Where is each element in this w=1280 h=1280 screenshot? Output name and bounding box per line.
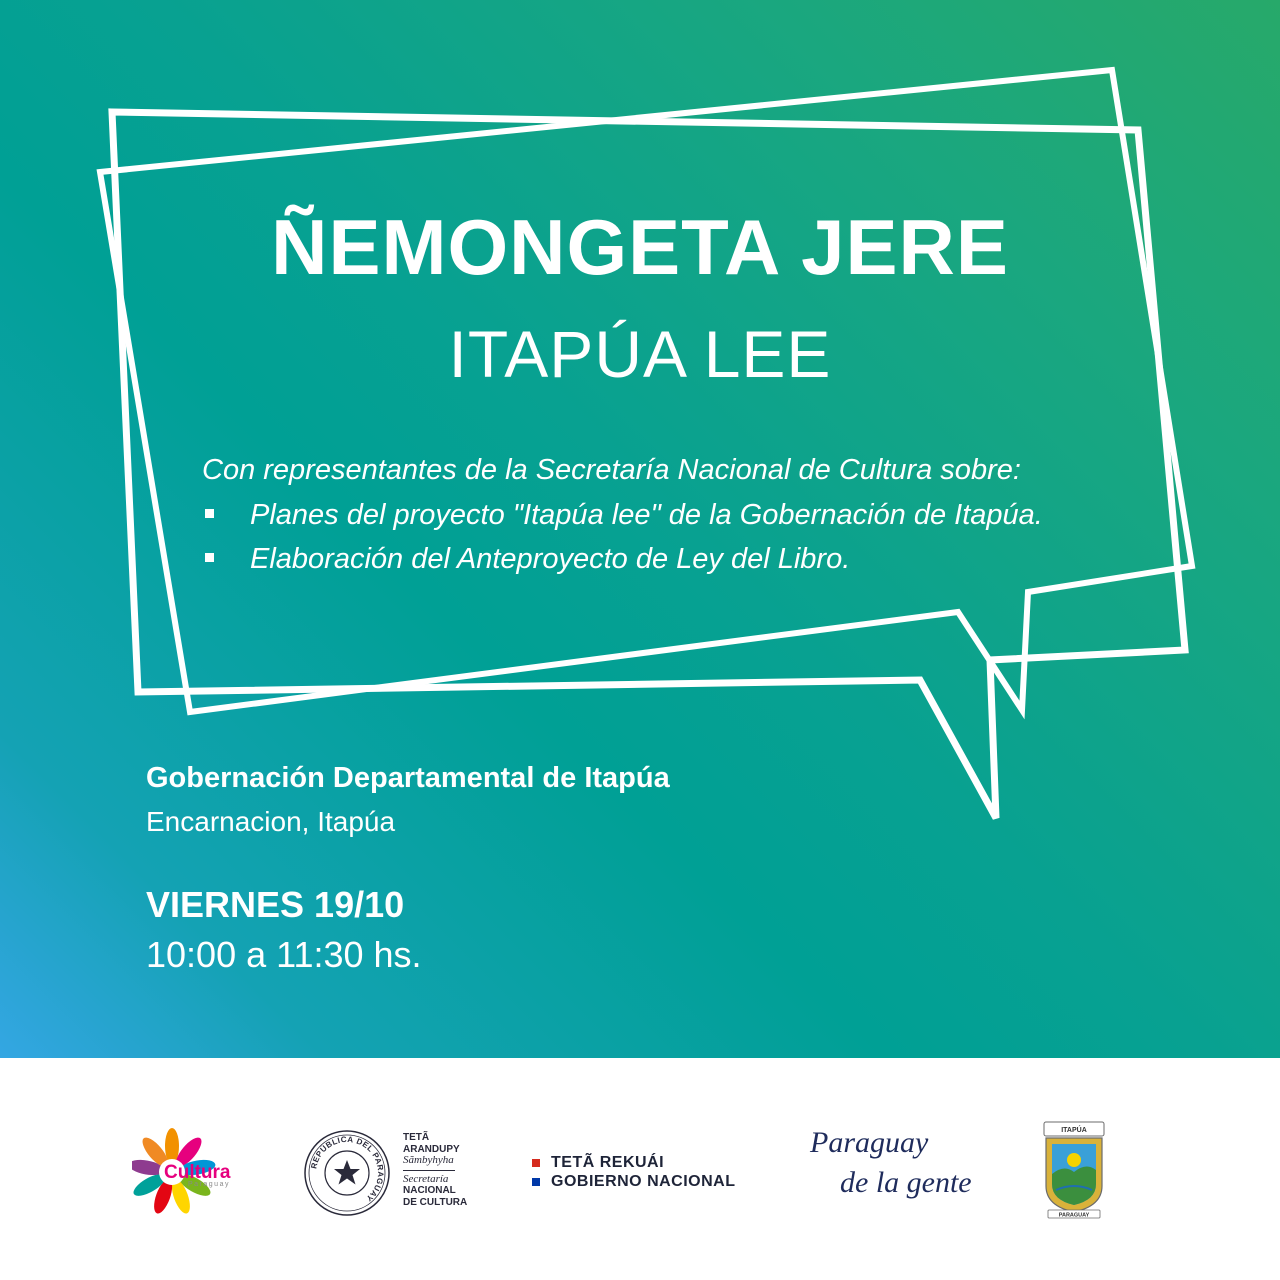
snc-line-6: DE CULTURA [403, 1196, 468, 1208]
star-icon [334, 1160, 360, 1185]
topic-text: Elaboración del Anteproyecto de Ley del Libro. [250, 543, 851, 575]
marca-pais-line-2: de la gente [840, 1166, 972, 1199]
venue-name: Gobernación Departamental de Itapúa [146, 762, 670, 794]
snc-line-3: Sãmbyhyha [403, 1154, 454, 1166]
topic-list [202, 496, 1043, 578]
topic-item [202, 496, 1043, 534]
event-description [202, 452, 1043, 584]
shield-bottom-label: PARAGUAY [1058, 1212, 1090, 1219]
snc-divider [403, 1170, 455, 1171]
event-hours: 10:00 a 11:30 hs. [146, 934, 422, 975]
square-bullet-icon [205, 509, 214, 518]
event-day: VIERNES 19/10 [146, 884, 405, 925]
national-seal-logo [302, 1128, 392, 1218]
square-bullet-icon [205, 553, 214, 562]
snc-line-2: ARANDUPY [403, 1143, 460, 1155]
cultura-tagline: Paraguay [188, 1181, 230, 1188]
itapua-shield-logo [1034, 1120, 1114, 1220]
snc-line-1: TETÃ [403, 1132, 430, 1143]
snc-wordmark [403, 1132, 467, 1208]
event-title: ÑEMONGETA JERE [271, 203, 1009, 291]
gov-row-1 [532, 1153, 736, 1172]
gobierno-nacional-logo [532, 1153, 736, 1191]
gov-line-2: GOBIERNO NACIONAL [551, 1173, 736, 1190]
marca-pais-line-1: Paraguay [810, 1126, 929, 1159]
cultura-wordmark: Cultura [164, 1162, 231, 1183]
red-square-icon [532, 1159, 540, 1167]
snc-line-5: NACIONAL [403, 1185, 456, 1196]
event-subtitle: ITAPÚA LEE [448, 317, 832, 391]
gov-line-1: TETÃ REKUÁI [551, 1154, 665, 1171]
shield-top-label: ITAPÚA [1061, 1127, 1087, 1134]
topic-text: Planes del proyecto "Itapúa lee" de la Gobernación de Itapúa. [250, 499, 1043, 531]
gov-row-2 [532, 1172, 736, 1191]
snc-line-4: Secretaría [403, 1172, 449, 1185]
sun-icon [1067, 1153, 1081, 1167]
description-intro: Con representantes de la Secretaría Nacional de Cultura sobre: [202, 454, 1021, 486]
venue-city: Encarnacion, Itapúa [146, 806, 396, 837]
blue-square-icon [532, 1178, 540, 1186]
topic-item [202, 540, 1043, 578]
cultura-paraguay-logo [132, 1126, 252, 1216]
paraguay-de-la-gente-logo [806, 1124, 972, 1214]
seal-ring-textpath: REPÚBLICA DEL PARAGUAY [309, 1134, 386, 1204]
